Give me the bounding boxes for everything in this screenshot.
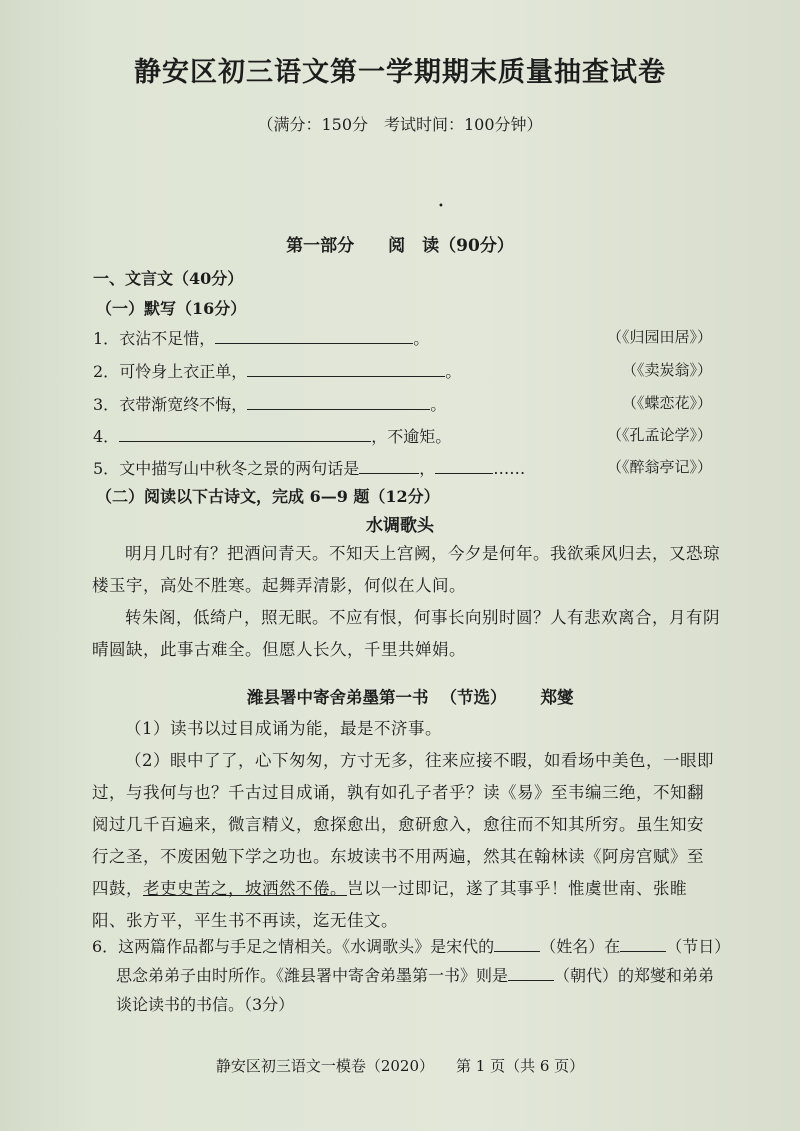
question-number: 3． <box>93 395 120 414</box>
poem-stanza-1: 明月几时有？把酒问青天。不知天上宫阙，今夕是何年。我欲乘风归去，又恐琼楼玉宇，高处不胜寒。起舞弄清影，何似在人间。 <box>92 544 720 595</box>
article-author: 郑燮 <box>540 688 574 707</box>
section-heading: 一、文言文（40分） <box>93 269 244 288</box>
underlined-sentence: 老吏史苦之，坡洒然不倦。 <box>143 879 347 898</box>
source-label: （《蝶恋花》） <box>621 394 712 412</box>
question-ellipsis: …… <box>493 459 526 478</box>
answer-blank[interactable] <box>494 933 540 952</box>
page-footer <box>0 1055 800 1076</box>
exam-subtitle: （满分：150分 考试时间：100分钟） <box>257 115 543 134</box>
question-tail: 。 <box>445 362 462 381</box>
question-line: 谈论读书的书信。（3分） <box>116 995 295 1014</box>
subsection-heading: （二）阅读以下古诗文，完成 6—9 题（12分） <box>96 487 440 506</box>
question-tail: ， <box>419 459 436 478</box>
question-line <box>92 961 732 990</box>
question-number: 2． <box>93 362 120 381</box>
question-text: 6．这两篇作品都与手足之情相关。《水调歌头》是宋代的 <box>92 937 495 956</box>
answer-blank[interactable] <box>435 455 493 474</box>
question-4 <box>93 423 451 447</box>
source-label: （《卖炭翁》） <box>621 361 712 379</box>
question-5 <box>93 455 525 479</box>
article-title: 潍县署中寄舍弟墨第一书 <box>247 688 429 707</box>
answer-blank[interactable] <box>620 933 666 952</box>
question-tail: ，不逾矩。 <box>371 427 452 446</box>
question-1 <box>93 325 429 349</box>
question-text: 衣带渐宽终不悔， <box>119 395 248 414</box>
part-title: 第一部分 阅 读（90分） <box>286 236 514 256</box>
question-text: （姓名）在 <box>540 937 621 956</box>
article-excerpt-note: （节选） <box>440 688 507 707</box>
question-text: 衣沾不足惜， <box>119 329 216 348</box>
source-label: （《醉翁亭记》） <box>606 458 712 476</box>
question-text: 文中描写山中秋冬之景的两句话是 <box>119 459 360 478</box>
article-text: （2）眼中了了，心下匆匆，方寸无多，往来应接不暇，如看场中美色，一眼即过，与我何与也？千古过目成诵，孰有如孔子者乎？读《易》至韦编三绝，不知翻阅过几千百遍来，微言精义，愈探愈出，愈研愈入，愈往而不知其所穷。虽生知安行之圣，不废困勉下学之功也。东坡读书不用两遍，然其在翰林读《阿房宫赋》至四鼓， <box>92 751 714 898</box>
article-heading <box>247 684 574 708</box>
page-number: 第 1 页（共 6 页） <box>456 1057 585 1075</box>
question-tail: 。 <box>413 329 430 348</box>
answer-blank[interactable] <box>215 325 413 344</box>
question-6 <box>92 932 732 1019</box>
question-tail: 。 <box>430 395 447 414</box>
question-text: （朝代）的郑燮和弟弟 <box>554 966 715 985</box>
question-text: （节日） <box>666 937 731 956</box>
article-paragraph-1: （1）读书以过目成诵为能，最是不济事。 <box>125 719 442 738</box>
answer-blank[interactable] <box>119 423 371 442</box>
question-text: 思念弟弟子由时所作。《潍县署中寄舍弟墨第一书》则是 <box>116 966 509 985</box>
answer-blank[interactable] <box>508 962 554 981</box>
answer-blank[interactable] <box>359 455 419 474</box>
poem-stanza-2: 转朱阁，低绮户，照无眠。不应有恨，何事长向别时圆？人有悲欢离合，月有阴晴圆缺，此事古难全。但愿人长久，千里共婵娟。 <box>92 608 720 659</box>
question-3 <box>93 391 446 415</box>
question-number: 1． <box>93 329 120 348</box>
footer-exam-name: 静安区初三语文一模卷（2020） <box>215 1057 434 1075</box>
subsection-heading: （一）默写（16分） <box>96 299 247 318</box>
poem-title: 水调歌头 <box>366 516 434 536</box>
exam-title: 静安区初三语文第一学期期末质量抽查试卷 <box>134 57 666 88</box>
question-2 <box>93 358 461 382</box>
question-number: 4． <box>93 427 120 446</box>
source-label: （《归园田居》） <box>606 328 712 346</box>
answer-blank[interactable] <box>247 391 430 410</box>
article-paragraph-2 <box>92 745 720 937</box>
answer-blank[interactable] <box>247 358 445 377</box>
question-text: 可怜身上衣正单， <box>119 362 248 381</box>
question-number: 5． <box>93 459 120 478</box>
article-text: 岂以一过即记，遂了其事乎！惟虞世南、张睢阳、张方平，平生书不再读，迄无佳文。 <box>92 879 687 930</box>
stray-mark: • <box>438 201 444 212</box>
source-label: （《孔孟论学》） <box>606 426 712 444</box>
